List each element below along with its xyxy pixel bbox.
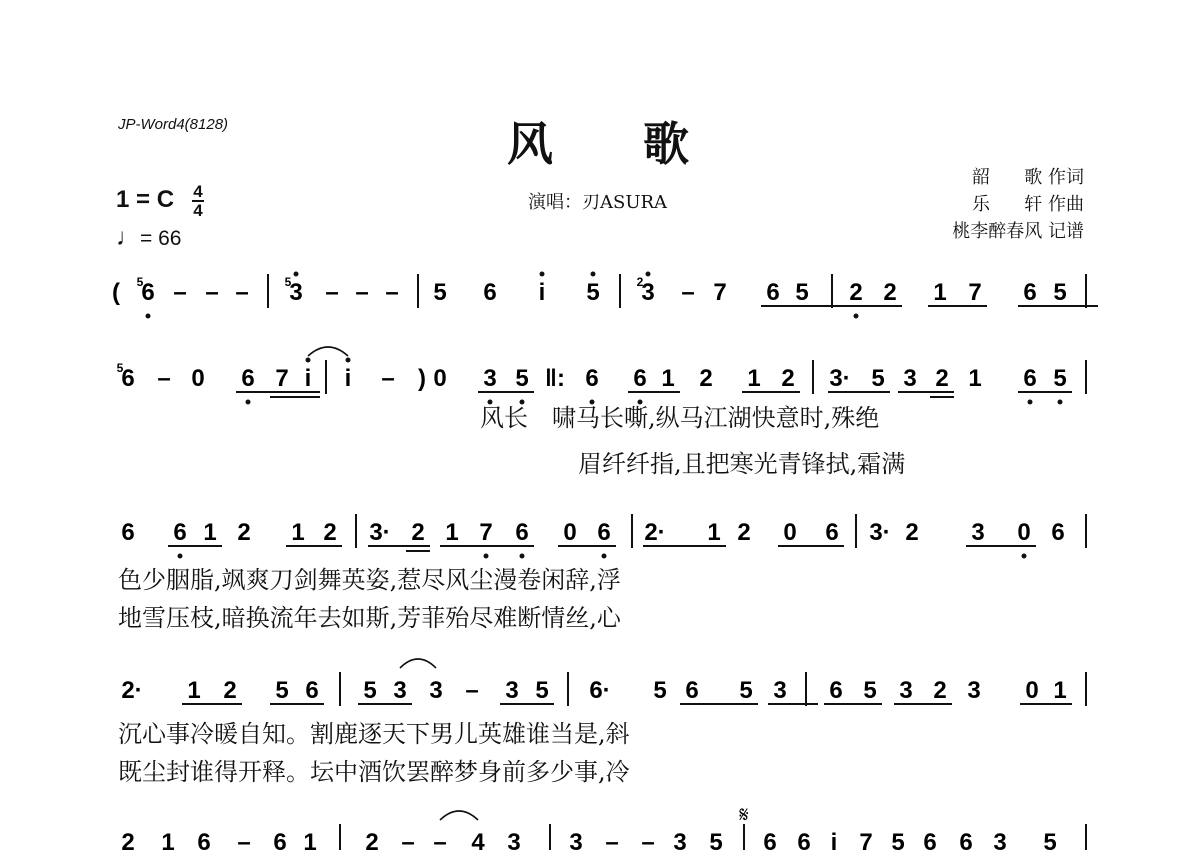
note: 2 <box>223 677 237 704</box>
note: 7 <box>275 365 289 392</box>
note: 6 <box>829 677 843 704</box>
note: 5 <box>433 279 447 306</box>
note: 1 <box>661 365 675 392</box>
note: 3 <box>289 279 303 306</box>
note: 1 <box>933 279 947 306</box>
note: 6 <box>121 365 135 392</box>
note: 2 <box>781 365 795 392</box>
note: 6 <box>241 365 255 392</box>
note: 3 <box>429 677 443 704</box>
dash-note: – <box>325 279 339 306</box>
note: 0 <box>563 519 577 546</box>
note: 3 <box>993 829 1007 850</box>
note: 2 <box>121 829 135 850</box>
note: 5 <box>1043 829 1057 850</box>
note: 5 <box>653 677 667 704</box>
title-char-2: 歌 <box>643 117 693 171</box>
lyric-row-3-verse-2: 地雪压枝,暗换流年去如斯,芳菲殆尽难断情丝,心 <box>118 604 621 632</box>
note: 1 <box>1053 677 1067 704</box>
note: 0 <box>433 365 447 392</box>
dash-note: – <box>605 829 619 850</box>
note: 3 <box>505 677 519 704</box>
note: 5 <box>891 829 905 850</box>
note: 7 <box>859 829 873 850</box>
note: 6 <box>797 829 811 850</box>
octave-dot-above <box>294 272 299 277</box>
title-char-1: 风 <box>507 117 557 171</box>
note: ( <box>112 279 120 306</box>
note: ‖: <box>545 365 565 392</box>
note: i <box>830 829 838 850</box>
note: 3 <box>967 677 981 704</box>
note: 3 <box>393 677 407 704</box>
note: 0 <box>783 519 797 546</box>
note: 5 <box>863 677 877 704</box>
note: 3 <box>641 279 655 306</box>
note: 0 <box>1017 519 1031 546</box>
quarter-note-icon: ♩ <box>116 224 140 251</box>
octave-dot-below <box>520 554 525 559</box>
note: 2 <box>411 519 425 546</box>
transcriber-credit: 桃李醉春风 记谱 <box>952 221 1084 242</box>
note: 0 <box>191 365 205 392</box>
octave-dot-below <box>178 554 183 559</box>
note: 5 <box>363 677 377 704</box>
octave-dot-below <box>602 554 607 559</box>
dash-note: – <box>381 365 395 392</box>
note: 5 <box>871 365 885 392</box>
dash-note: – <box>433 829 447 850</box>
note: 6 <box>597 519 611 546</box>
note: 6 <box>685 677 699 704</box>
note: 5 <box>535 677 549 704</box>
note: 5 <box>709 829 723 850</box>
note: 1 <box>968 365 982 392</box>
note: 6 <box>273 829 287 850</box>
note: 2 <box>905 519 919 546</box>
note: 5 <box>739 677 753 704</box>
note: 0 <box>1025 677 1039 704</box>
note: 6 <box>763 829 777 850</box>
note: 6 <box>305 677 319 704</box>
note: 6 <box>766 279 780 306</box>
note: 3 <box>903 365 917 392</box>
note: 5 <box>1053 365 1067 392</box>
time-sig-top: 4 <box>193 182 203 201</box>
octave-dot-above <box>591 272 596 277</box>
note: i <box>538 279 546 306</box>
note: ) <box>418 365 426 392</box>
slur-arc <box>440 811 478 820</box>
octave-dot-above <box>306 358 311 363</box>
note: 2· <box>121 677 143 704</box>
note: 6 <box>515 519 529 546</box>
note: 3 <box>773 677 787 704</box>
note: 6 <box>173 519 187 546</box>
composer-credit: 乐 轩 作曲 <box>971 194 1084 215</box>
octave-dot-below <box>484 554 489 559</box>
note: 3 <box>569 829 583 850</box>
note: 1 <box>187 677 201 704</box>
note: 3 <box>507 829 521 850</box>
lyric-row-3-verse-1: 色少胭脂,飒爽刀剑舞英姿,惹尽风尘漫卷闲辞,浮 <box>118 566 621 594</box>
note: 1 <box>303 829 317 850</box>
note: 2 <box>935 365 949 392</box>
note: 2 <box>883 279 897 306</box>
note: 2 <box>365 829 379 850</box>
tempo-value: = 66 <box>140 227 182 250</box>
note: 3· <box>829 365 851 392</box>
dash-note: – <box>157 365 171 392</box>
segno-icon: 𝄋 <box>739 803 749 828</box>
note: 7 <box>479 519 493 546</box>
note: 6 <box>633 365 647 392</box>
dash-note: – <box>173 279 187 306</box>
note: 1 <box>203 519 217 546</box>
dash-note: – <box>465 677 479 704</box>
dash-note: – <box>205 279 219 306</box>
note: 2 <box>737 519 751 546</box>
note: 1 <box>707 519 721 546</box>
note: 5 <box>586 279 600 306</box>
octave-dot-below <box>1022 554 1027 559</box>
note: 6 <box>959 829 973 850</box>
note: 7 <box>968 279 982 306</box>
time-sig-bottom: 4 <box>193 201 203 220</box>
dash-note: – <box>681 279 695 306</box>
note: 5 <box>795 279 809 306</box>
note: 6 <box>141 279 155 306</box>
lyric-row-2-verse-1: 风长 啸马长嘶,纵马江湖快意时,殊绝 <box>480 404 880 432</box>
note: i <box>304 365 312 392</box>
note: 6· <box>589 677 611 704</box>
dash-note: – <box>355 279 369 306</box>
dash-note: – <box>641 829 655 850</box>
octave-dot-below <box>854 314 859 319</box>
octave-dot-above <box>540 272 545 277</box>
grace-note: 2 <box>636 275 644 289</box>
note: 6 <box>1023 279 1037 306</box>
octave-dot-above <box>346 358 351 363</box>
note: 1 <box>291 519 305 546</box>
grace-note: 5 <box>136 275 144 289</box>
note: 6 <box>1023 365 1037 392</box>
octave-dot-below <box>146 314 151 319</box>
note: 2· <box>644 519 666 546</box>
note: 2 <box>933 677 947 704</box>
note: 6 <box>483 279 497 306</box>
note: 6 <box>121 519 135 546</box>
note: 3 <box>483 365 497 392</box>
dash-note: – <box>401 829 415 850</box>
lyric-row-4-verse-2: 既尘封谁得开释。坛中酒饮罢醉梦身前多少事,冷 <box>118 758 630 786</box>
dash-note: – <box>385 279 399 306</box>
note: 1 <box>747 365 761 392</box>
note: 2 <box>323 519 337 546</box>
grace-note: 5 <box>284 275 292 289</box>
note: 2 <box>849 279 863 306</box>
key-label: 1 = C <box>116 186 175 213</box>
lyric-row-2-verse-2: 眉纤纤指,且把寒光青锋拭,霜满 <box>578 450 906 478</box>
note: 1 <box>445 519 459 546</box>
note: 6 <box>825 519 839 546</box>
note: 5 <box>275 677 289 704</box>
note: 3 <box>971 519 985 546</box>
note: 5 <box>1053 279 1067 306</box>
note: 4 <box>471 829 485 850</box>
software-label: JP-Word4(8128) <box>118 116 229 133</box>
note: 2 <box>237 519 251 546</box>
dash-note: – <box>237 829 251 850</box>
octave-dot-below <box>246 400 251 405</box>
note: 6 <box>585 365 599 392</box>
note: 1 <box>161 829 175 850</box>
lyricist-credit: 韶 歌 作词 <box>971 167 1084 188</box>
slur-arc <box>308 347 348 356</box>
dash-note: – <box>235 279 249 306</box>
grace-note: 5 <box>116 361 124 375</box>
note: 6 <box>923 829 937 850</box>
note: 3 <box>899 677 913 704</box>
octave-dot-above <box>646 272 651 277</box>
singer-label: 演唱：刃ASURA <box>528 192 668 213</box>
note: 7 <box>713 279 727 306</box>
note: 6 <box>1051 519 1065 546</box>
note: 6 <box>197 829 211 850</box>
slur-arc <box>400 659 436 668</box>
note: 3· <box>369 519 391 546</box>
note: 3 <box>673 829 687 850</box>
note: 5 <box>515 365 529 392</box>
lyric-row-4-verse-1: 沉心事冷暖自知。割鹿逐天下男儿英雄谁当是,斜 <box>118 720 630 748</box>
note: 3· <box>869 519 891 546</box>
note: i <box>344 365 352 392</box>
note: 2 <box>699 365 713 392</box>
